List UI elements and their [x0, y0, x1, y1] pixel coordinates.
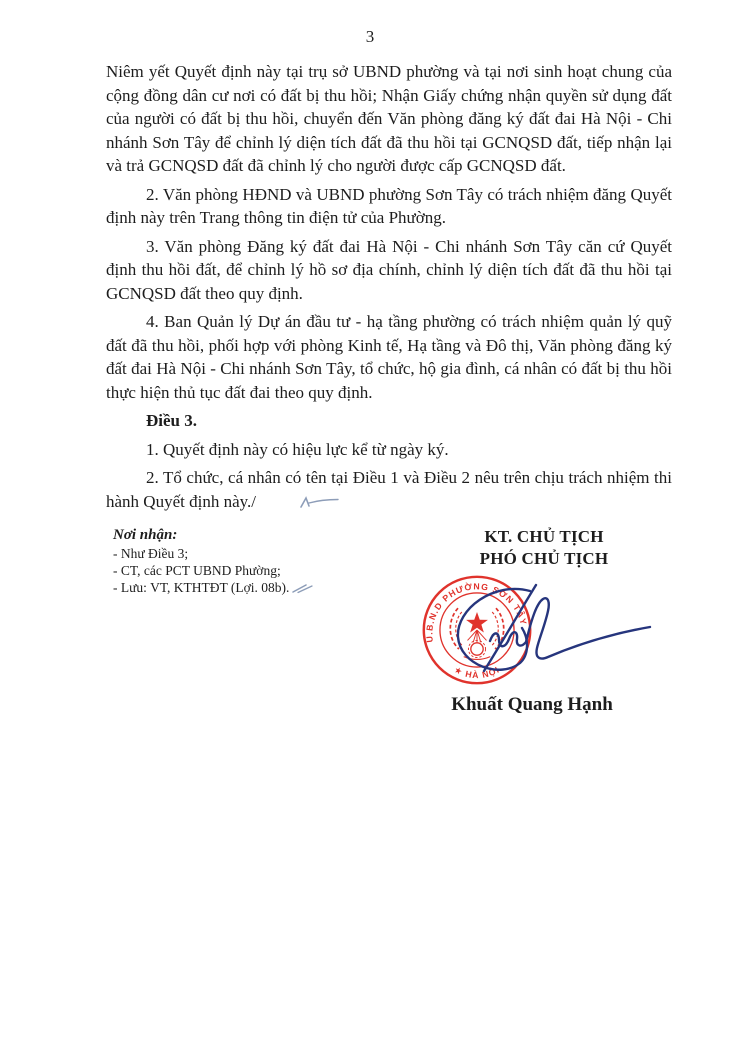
handwritten-signature-icon: [446, 575, 656, 687]
recipient-line: - CT, các PCT UBND Phường;: [113, 563, 281, 578]
seal-text-top: U.B.N.D PHƯỜNG SƠN TÂY: [424, 581, 529, 643]
document-body: [106, 60, 672, 515]
article-3-heading: Điều 3.: [146, 411, 197, 430]
recipient-line: - Như Điều 3;: [113, 546, 189, 561]
recipients-heading: Nơi nhận:: [113, 527, 178, 543]
signature-block: [398, 526, 690, 716]
document-footer: [106, 526, 690, 716]
paragraph-item-4: 4. Ban Quản lý Dự án đầu tư - hạ tầng phường có trách nhiệm quản lý quỹ đất đã thu hồi, phối hợp với phòng Kinh tế, Hạ tầng và Đô thị, Văn phòng đăng ký đất đai Hà Nội - Chi nhánh Sơn Tây, tổ chức, hộ gia đình, cá nhân có đất bị thu hồi thực hiện thủ tục đất đai theo quy định.: [106, 312, 672, 402]
recipient-line-text: - Lưu: VT, KTHTĐT (Lợi. 08b).: [113, 580, 290, 595]
signer-name: Khuất Quang Hạnh: [451, 694, 613, 715]
signatory-title-line-2: PHÓ CHỦ TỊCH: [479, 549, 609, 568]
seal-text-bottom: ★ HÀ NỘI: [452, 664, 502, 681]
recipient-line: [113, 579, 315, 598]
signatory-title-line-1: KT. CHỦ TỊCH: [484, 527, 604, 546]
page-number: 3: [365, 27, 375, 46]
pen-flourish-icon: [258, 492, 340, 516]
paragraph-continuation: Niêm yết Quyết định này tại trụ sở UBND phường và tại nơi sinh hoạt chung của cộng đồng dân cư nơi có đất bị thu hồi; Nhận Giấy chứng nhận quyền sử dụng đất của người có đất bị thu hồi, chuyển đến Văn phòng đăng ký đất đai Hà Nội - Chi nhánh Sơn Tây để chỉnh lý diện tích đất đã thu hồi tại GCNQSD đất, tiếp nhận lại và trả GCNQSD đất đã chỉnh lý cho người được cấp GCNQSD đất.: [106, 62, 672, 175]
article-3-item-2-text: 2. Tổ chức, cá nhân có tên tại Điều 1 và Điều 2 nêu trên chịu trách nhiệm thi hành Quyết định này./: [106, 468, 672, 511]
pen-slash-icon: [291, 581, 315, 598]
article-3-item-1: 1. Quyết định này có hiệu lực kể từ ngày ký.: [146, 439, 449, 459]
paragraph-item-2: 2. Văn phòng HĐND và UBND phường Sơn Tây có trách nhiệm đăng Quyết định này trên Trang thông tin điện tử của Phường.: [106, 184, 672, 227]
recipients-block: [106, 526, 315, 598]
paragraph-item-3: 3. Văn phòng Đăng ký đất đai Hà Nội - Chi nhánh Sơn Tây căn cứ Quyết định thu hồi đất, để chỉnh lý hồ sơ địa chính, chỉnh lý diện tích đất đã thu hồi tại GCNQSD đất theo quy định.: [106, 236, 672, 303]
article-3-item-2: [106, 466, 672, 515]
seal-and-signature-area: [398, 573, 690, 691]
